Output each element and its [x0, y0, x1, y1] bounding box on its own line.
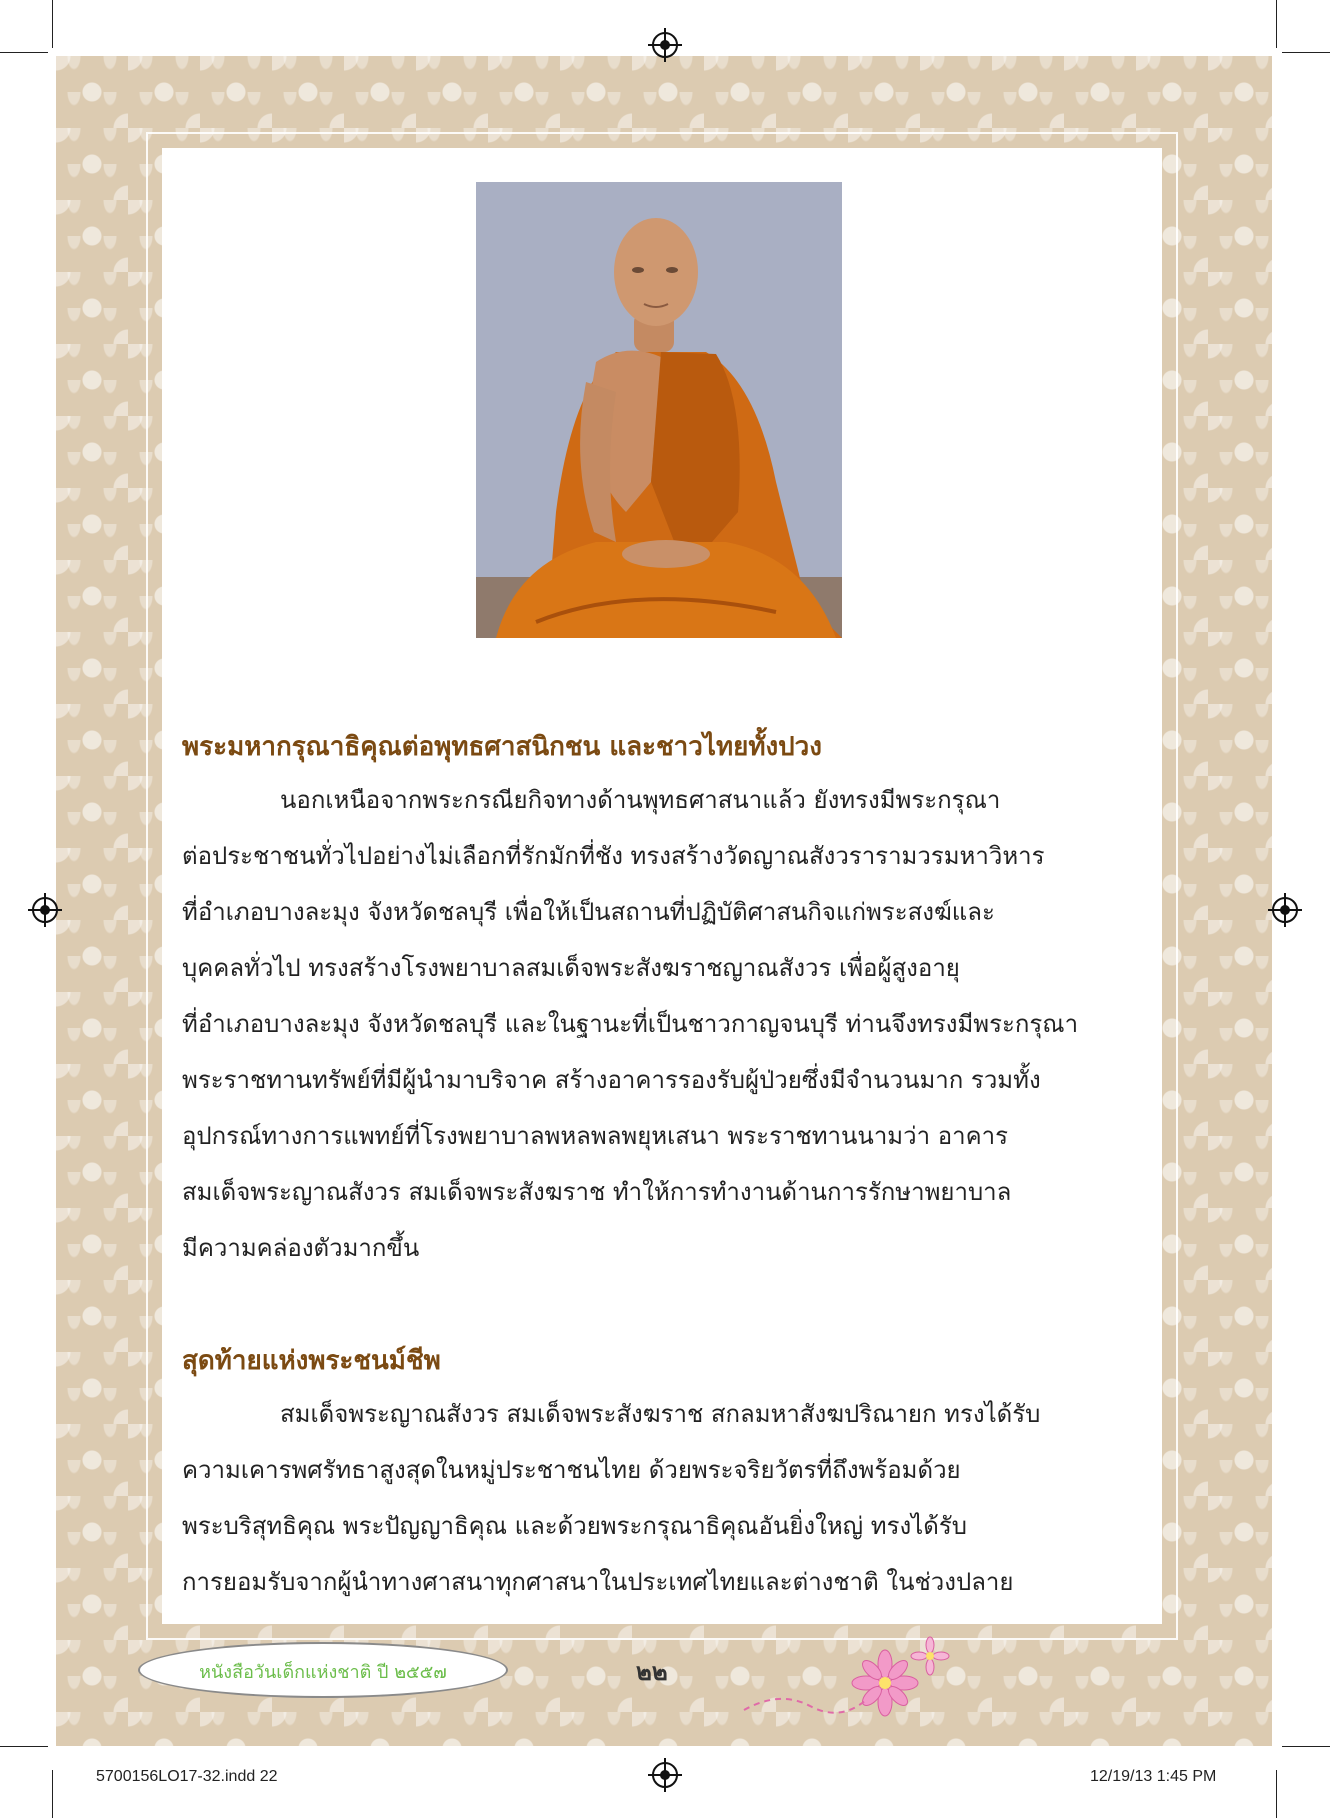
registration-mark-icon [652, 32, 678, 58]
crop-mark [1282, 52, 1330, 53]
paragraph-line: บุคคลทั่วไป ทรงสร้างโรงพยาบาลสมเด็จพระสังฆราชญาณสังวร เพื่อผู้สูงอายุ [182, 954, 960, 982]
dashed-vine-icon [740, 1680, 870, 1720]
book-title: หนังสือวันเด็กแห่งชาติ ปี ๒๕๕๗ [199, 1662, 447, 1683]
page-number: ๒๒ [636, 1658, 668, 1686]
paragraph-line: สมเด็จพระญาณสังวร สมเด็จพระสังฆราช สกลมหาสังฆปริณายก ทรงได้รับ [280, 1400, 1041, 1428]
crop-mark [52, 0, 53, 48]
section-paragraph [182, 772, 1146, 1276]
crop-mark [52, 1770, 53, 1818]
crop-mark [0, 1746, 48, 1747]
paragraph-line: การยอมรับจากผู้นำทางศาสนาทุกศาสนาในประเทศไทยและต่างชาติ ในช่วงปลาย [182, 1568, 1014, 1596]
paragraph-line: อุปกรณ์ทางการแพทย์ที่โรงพยาบาลพหลพลพยุหเสนา พระราชทานนามว่า อาคาร [182, 1122, 1009, 1150]
paragraph-line: ต่อประชาชนทั่วไปอย่างไม่เลือกที่รักมักที่ชัง ทรงสร้างวัดญาณสังวรารามวรมหาวิหาร [182, 842, 1045, 870]
paragraph-line: มีความคล่องตัวมากขึ้น [182, 1234, 420, 1262]
monk-portrait [476, 182, 842, 638]
crop-mark [0, 52, 48, 53]
section-heading: สุดท้ายแห่งพระชนม์ชีพ [182, 1346, 441, 1376]
paragraph-line: ความเคารพศรัทธาสูงสุดในหมู่ประชาชนไทย ด้วยพระจริยวัตรที่ถึงพร้อมด้วย [182, 1456, 961, 1484]
crop-mark [1276, 1770, 1277, 1818]
paragraph-line: พระบริสุทธิคุณ พระปัญญาธิคุณ และด้วยพระกรุณาธิคุณอันยิ่งใหญ่ ทรงได้รับ [182, 1512, 967, 1540]
registration-mark-icon [1272, 897, 1298, 923]
paragraph-line: สมเด็จพระญาณสังวร สมเด็จพระสังฆราช ทำให้การทำงานด้านการรักษาพยาบาล [182, 1178, 1012, 1206]
paragraph-line: ที่อำเภอบางละมุง จังหวัดชลบุรี เพื่อให้เป็นสถานที่ปฏิบัติศาสนกิจแก่พระสงฆ์และ [182, 898, 995, 926]
file-slug: 5700156LO17-32.indd 22 [96, 1768, 278, 1785]
date-slug: 12/19/13 1:45 PM [1090, 1768, 1217, 1785]
section-paragraph [182, 1386, 1146, 1610]
paragraph-line: นอกเหนือจากพระกรณียกิจทางด้านพุทธศาสนาแล้ว ยังทรงมีพระกรุณา [280, 786, 1001, 814]
book-title-badge [138, 1642, 508, 1698]
paragraph-line: พระราชทานทรัพย์ที่มีผู้นำมาบริจาค สร้างอาคารรองรับผู้ป่วยซึ่งมีจำนวนมาก รวมทั้ง [182, 1066, 1041, 1094]
registration-mark-icon [652, 1762, 678, 1788]
crop-mark [1276, 0, 1277, 48]
crop-mark [1282, 1746, 1330, 1747]
flower-icon [910, 1636, 950, 1676]
section-heading: พระมหากรุณาธิคุณต่อพุทธศาสนิกชน และชาวไทยทั้งปวง [182, 732, 822, 762]
paragraph-line: ที่อำเภอบางละมุง จังหวัดชลบุรี และในฐานะที่เป็นชาวกาญจนบุรี ท่านจึงทรงมีพระกรุณา [182, 1010, 1079, 1038]
registration-mark-icon [32, 897, 58, 923]
